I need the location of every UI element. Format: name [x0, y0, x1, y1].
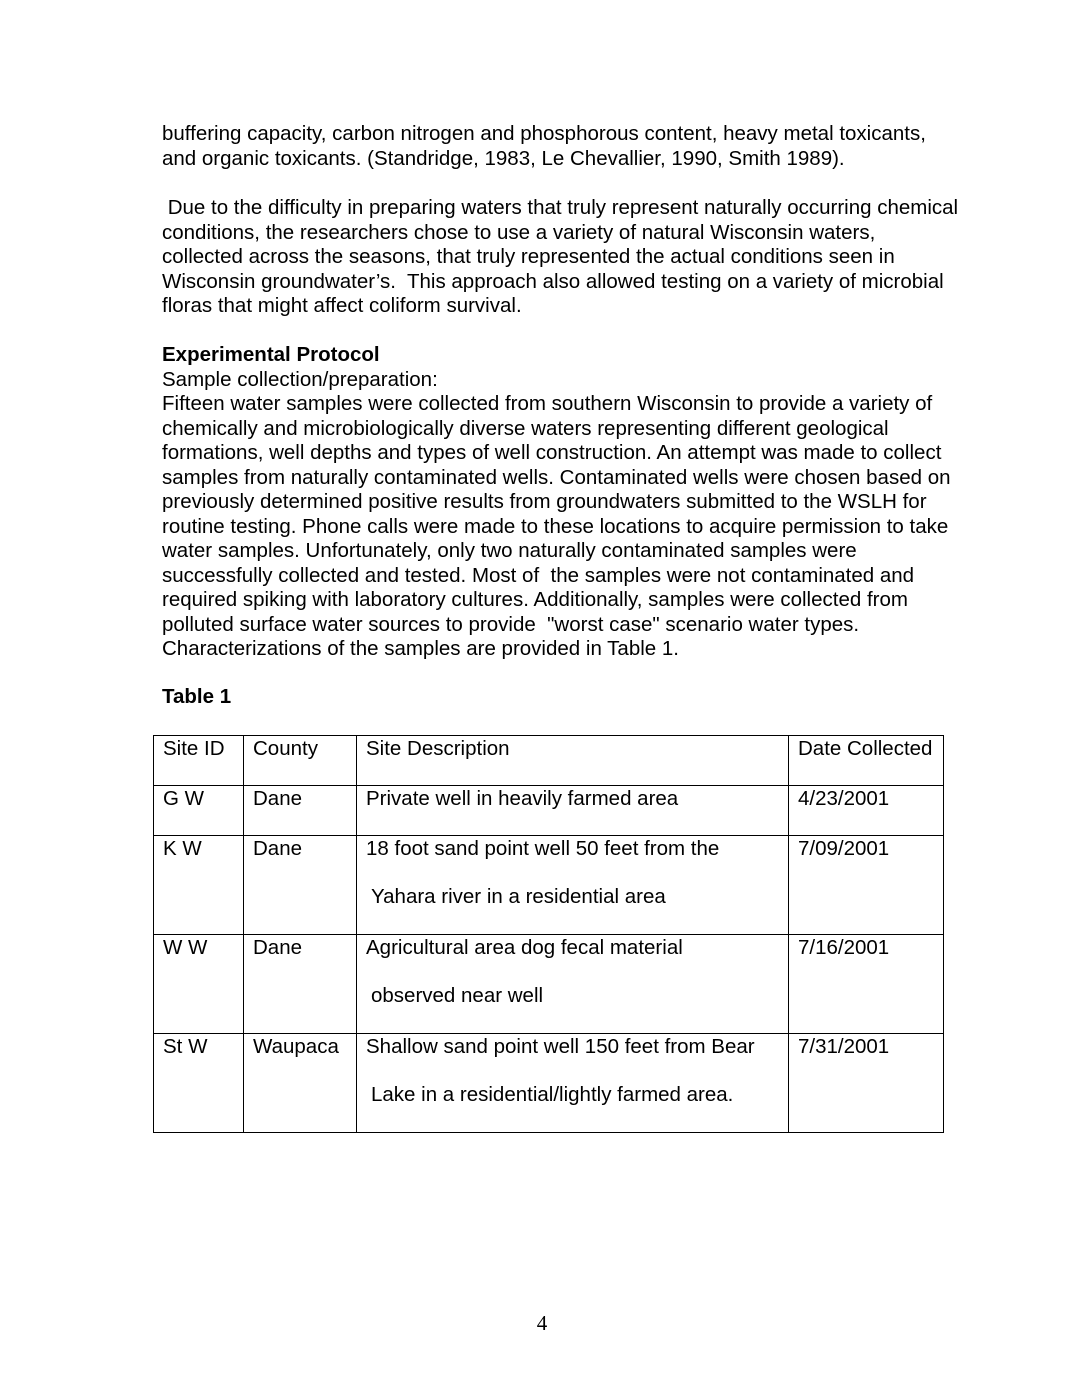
cell-site-id: K W — [154, 836, 244, 935]
text-line: previously determined positive results from groundwaters submitted to the WSLH for — [162, 490, 927, 513]
cell-site-id: G W — [154, 786, 244, 836]
text-line: collected across the seasons, that truly represented the actual conditions seen in — [162, 245, 895, 268]
text-line: samples from naturally contaminated wells. Contaminated wells were chosen based on — [162, 465, 951, 489]
text-line: conditions, the researchers chose to use a variety of natural Wisconsin waters, — [162, 220, 876, 244]
cell-site-description — [357, 935, 789, 1034]
description-line: Agricultural area dog fecal material — [366, 936, 683, 959]
cell-county: Dane — [244, 786, 357, 836]
text-line: Wisconsin groundwater’s. This approach also allowed testing on a variety of microbial — [162, 269, 944, 293]
cell-date-collected: 7/16/2001 — [789, 935, 944, 1034]
text-line: Due to the difficulty in preparing waters that truly represent naturally occurring chemical — [162, 196, 959, 219]
cell-site-description — [357, 836, 789, 935]
table-row — [154, 836, 944, 935]
text-line: floras that might affect coliform survival. — [162, 294, 522, 317]
text-line: formations, well depths and types of well construction. An attempt was made to collect — [162, 441, 942, 464]
text-line: and organic toxicants. (Standridge, 1983, Le Chevallier, 1990, Smith 1989). — [162, 146, 845, 170]
header-site-id: Site ID — [154, 736, 244, 786]
header-date-collected: Date Collected — [789, 736, 944, 786]
page-number: 4 — [536, 1311, 548, 1335]
description-line: Shallow sand point well 150 feet from Bear — [366, 1035, 755, 1058]
text-line: successfully collected and tested. Most of the samples were not contaminated and — [162, 563, 915, 587]
header-county: County — [244, 736, 357, 786]
description-line: Lake in a residential/lightly farmed area. — [371, 1083, 734, 1106]
subsection-heading: Sample collection/preparation: — [162, 368, 438, 391]
table-row — [154, 935, 944, 1034]
description-line: 18 foot sand point well 50 feet from the — [366, 837, 720, 860]
description-line: observed near well — [371, 984, 544, 1007]
section-heading: Experimental Protocol — [162, 343, 380, 366]
sample-sites-table — [153, 735, 944, 1133]
table-caption: Table 1 — [162, 685, 232, 708]
text-line: Fifteen water samples were collected from southern Wisconsin to provide a variety of — [162, 392, 933, 415]
paragraph-intro-continuation — [162, 122, 1022, 171]
cell-county: Dane — [244, 836, 357, 935]
cell-site-description — [357, 1034, 789, 1133]
table-header-row — [154, 736, 944, 786]
text-line: water samples. Unfortunately, only two naturally contaminated samples were — [162, 539, 857, 562]
text-line: routine testing. Phone calls were made to these locations to acquire permission to take — [162, 514, 949, 538]
text-line: chemically and microbiologically diverse waters representing different geological — [162, 416, 889, 440]
text-line: required spiking with laboratory cultures. Additionally, samples were collected from — [162, 588, 908, 611]
description-line: Private well in heavily farmed area — [366, 787, 679, 810]
description-line: Yahara river in a residential area — [371, 885, 666, 908]
paragraph-natural-waters — [162, 196, 1022, 319]
cell-site-id: St W — [154, 1034, 244, 1133]
text-line: buffering capacity, carbon nitrogen and phosphorous content, heavy metal toxicants, — [162, 122, 926, 145]
cell-site-description — [357, 786, 789, 836]
cell-date-collected: 7/09/2001 — [789, 836, 944, 935]
table-row — [154, 786, 944, 836]
cell-date-collected: 4/23/2001 — [789, 786, 944, 836]
header-site-description: Site Description — [357, 736, 789, 786]
cell-county: Dane — [244, 935, 357, 1034]
table-row — [154, 1034, 944, 1133]
cell-date-collected: 7/31/2001 — [789, 1034, 944, 1133]
text-line: Characterizations of the samples are provided in Table 1. — [162, 637, 679, 660]
cell-site-id: W W — [154, 935, 244, 1034]
text-line: polluted surface water sources to provide "worst case" scenario water types. — [162, 612, 860, 636]
cell-county: Waupaca — [244, 1034, 357, 1133]
paragraph-sample-collection — [162, 392, 1022, 662]
